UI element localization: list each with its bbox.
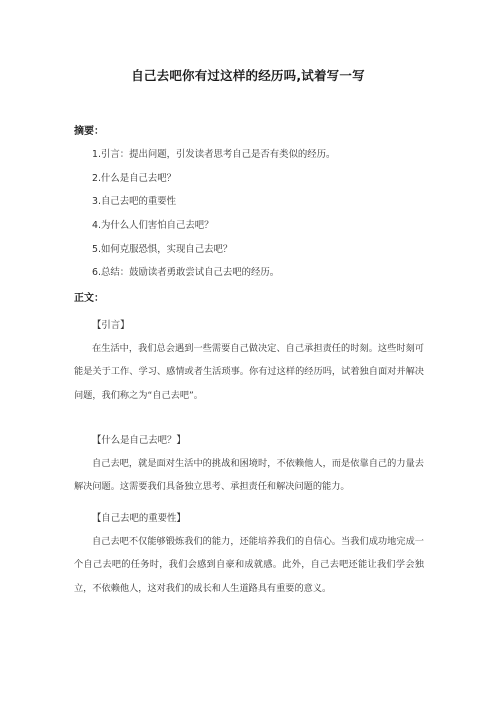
document-title: 自己去吧你有过这样的经历吗,试着写一写 <box>131 68 365 83</box>
section-heading: 【什么是自己去吧？】 <box>92 435 186 446</box>
section-heading: 【自己去吧的重要性】 <box>92 513 186 524</box>
abstract-item: 3.自己去吧的重要性 <box>92 196 176 208</box>
section-heading: 【引言】 <box>92 320 130 331</box>
section-what-is <box>74 434 424 499</box>
abstract-item: 1.引言：提出问题，引发读者思考自己是否有类似的经历。 <box>92 149 336 160</box>
section-intro <box>74 319 424 407</box>
body-label: 正文： <box>74 293 104 304</box>
abstract-list <box>92 148 335 290</box>
section-paragraph: 自己去吧不仅能够锻炼我们的能力，还能培养我们的自信心。当我们成功地完成一个自己去吧的任务时，我们会感到自豪和成就感。此外，自己去吧还能让我们学会独立，不依赖他人，这对我们的成长和人生道路具有重要的意义。 <box>74 536 424 594</box>
abstract-label: 摘要： <box>74 126 104 137</box>
abstract-item: 4.为什么人们害怕自己去吧？ <box>92 220 214 232</box>
abstract-item: 5.如何克服恐惧，实现自己去吧？ <box>92 243 233 255</box>
section-paragraph: 自己去吧，就是面对生活中的挑战和困境时，不依赖他人，而是依靠自己的力量去解决问题。这需要我们具备独立思考、承担责任和解决问题的能力。 <box>74 458 424 493</box>
section-paragraph: 在生活中，我们总会遇到一些需要自己做决定、自己承担责任的时刻。这些时刻可能是关于工作、学习、感情或者生活琐事。你有过这样的经历吗，试着独自面对并解决问题，我们称之为“自己去吧”。 <box>74 343 424 401</box>
section-importance <box>74 512 424 600</box>
abstract-item: 6.总结：鼓励读者勇敢尝试自己去吧的经历。 <box>92 267 280 279</box>
abstract-item: 2.什么是自己去吧？ <box>92 172 176 184</box>
